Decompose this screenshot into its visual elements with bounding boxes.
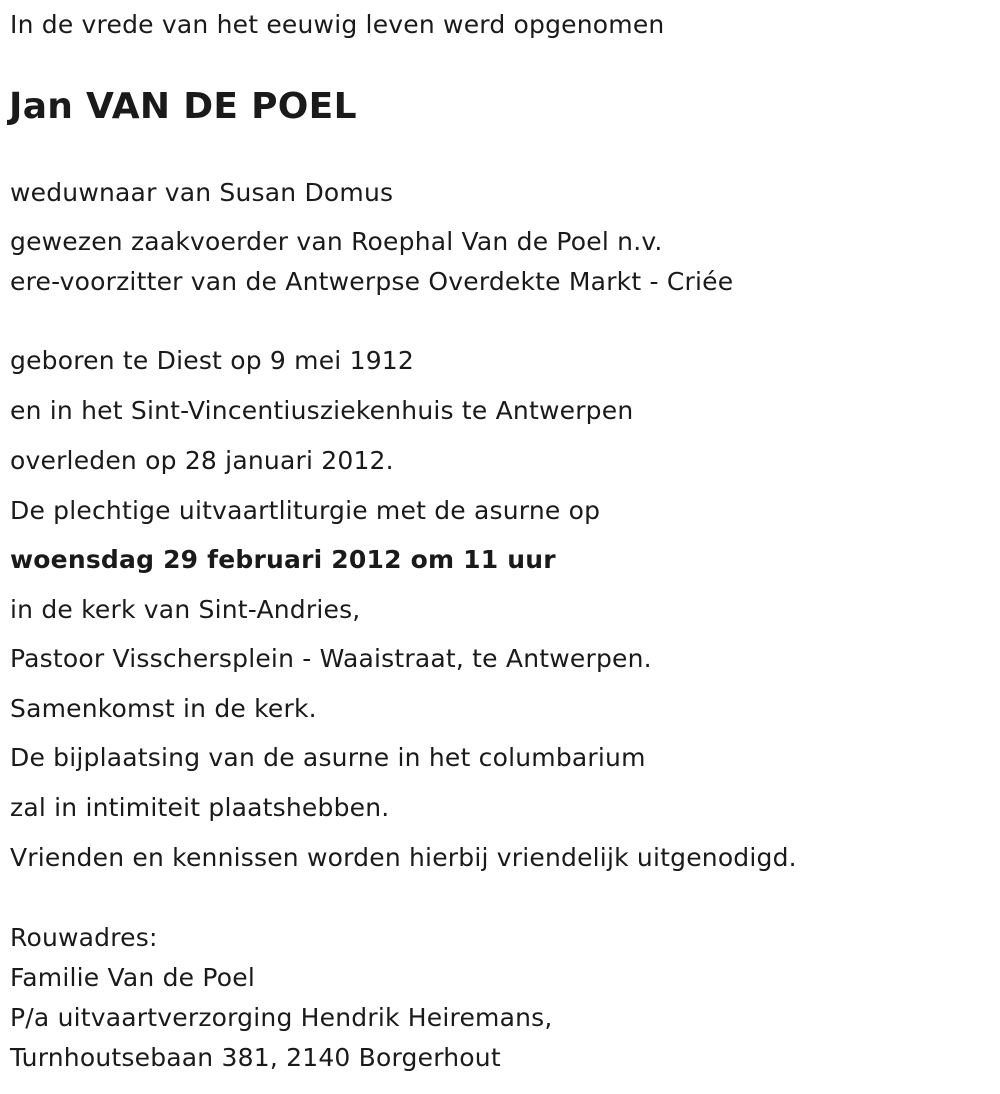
- address-line: Turnhoutsebaan 381, 2140 Borgerhout: [10, 1043, 501, 1072]
- detail-line: Samenkomst in de kerk.: [10, 694, 317, 723]
- address-line: Rouwadres:: [10, 923, 158, 952]
- detail-line: zal in intimiteit plaatshebben.: [10, 793, 390, 822]
- deceased-name: Jan VAN DE POEL: [9, 86, 357, 127]
- intro-line: In de vrede van het eeuwig leven werd opgenomen: [10, 10, 665, 39]
- detail-line: en in het Sint-Vincentiusziekenhuis te Antwerpen: [10, 396, 634, 425]
- detail-line: De bijplaatsing van de asurne in het columbarium: [10, 743, 646, 772]
- relation-line: gewezen zaakvoerder van Roephal Van de Poel n.v.: [10, 227, 663, 256]
- detail-line: geboren te Diest op 9 mei 1912: [10, 346, 415, 375]
- detail-line: Vrienden en kennissen worden hierbij vriendelijk uitgenodigd.: [10, 843, 797, 872]
- detail-line: overleden op 28 januari 2012.: [10, 446, 394, 475]
- detail-line: in de kerk van Sint-Andries,: [10, 595, 361, 624]
- address-line: Familie Van de Poel: [10, 963, 255, 992]
- address-line: P/a uitvaartverzorging Hendrik Heiremans,: [10, 1003, 553, 1032]
- relation-line: weduwnaar van Susan Domus: [10, 178, 394, 207]
- detail-line: Pastoor Visschersplein - Waaistraat, te Antwerpen.: [10, 644, 652, 673]
- relation-line: ere-voorzitter van de Antwerpse Overdekte Markt - Criée: [10, 267, 734, 296]
- detail-line: De plechtige uitvaartliturgie met de asurne op: [10, 496, 601, 525]
- funeral-date: woensdag 29 februari 2012 om 11 uur: [10, 545, 556, 574]
